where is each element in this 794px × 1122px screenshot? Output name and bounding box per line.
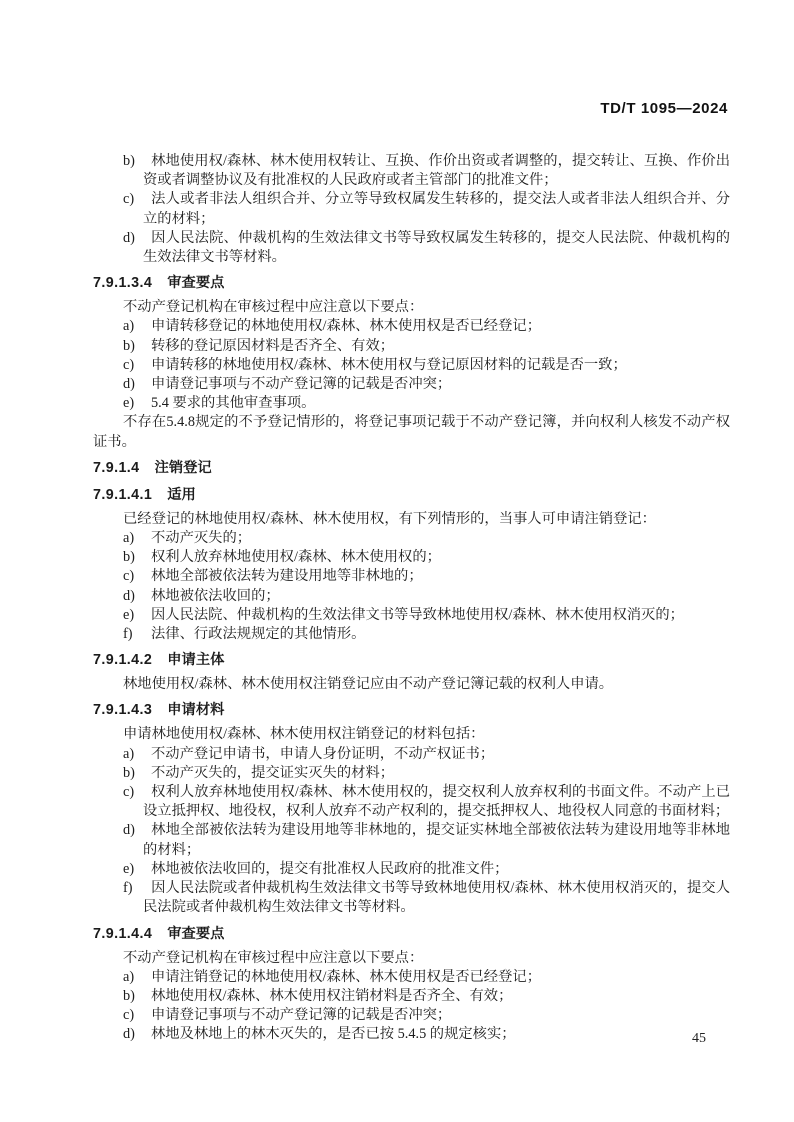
list-item-marker: c) xyxy=(123,191,135,208)
list-item xyxy=(123,529,730,548)
list-item xyxy=(123,229,730,267)
list-item-text: 因人民法院、仲裁机构的生效法律文书等导致林地使用权/森林、林木使用权消灭的； xyxy=(151,606,684,623)
body-paragraph: 不动产登记机构在审核过程中应注意以下要点： xyxy=(123,949,424,966)
section-heading xyxy=(93,700,730,721)
heading-title: 审查要点 xyxy=(167,275,225,292)
list-item-text: 不动产灭失的，提交证实灭失的材料； xyxy=(151,764,395,781)
list-item-marker: e) xyxy=(123,860,135,877)
heading-number: 7.9.1.3.4 xyxy=(93,275,153,292)
section-heading xyxy=(93,273,730,294)
heading-number: 7.9.1.4 xyxy=(93,459,140,476)
list-item xyxy=(123,1006,730,1025)
list-item xyxy=(123,764,730,783)
doc-list xyxy=(93,317,730,413)
list-item-text: 5.4 要求的其他审查事项。 xyxy=(151,395,316,412)
doc-list xyxy=(93,745,730,918)
heading-number: 7.9.1.4.1 xyxy=(93,486,153,503)
list-item-text: 因人民法院或者仲裁机构生效法律文书等导致林地使用权/森林、林木使用权消灭的，提交人民法院或者仲裁机构生效法律文书等材料。 xyxy=(143,880,730,916)
list-item-marker: c) xyxy=(123,784,135,801)
list-item xyxy=(123,190,730,228)
list-item-text: 林地被依法收回的，提交有批准权人民政府的批准文件； xyxy=(151,860,509,877)
list-item xyxy=(123,152,730,190)
list-item-marker: f) xyxy=(123,626,133,643)
list-item-text: 申请注销登记的林地使用权/森林、林木使用权是否已经登记； xyxy=(151,968,541,985)
list-item-text: 林地及林地上的林木灭失的，是否已按 5.4.5 的规定核实； xyxy=(151,1026,516,1043)
doc-list xyxy=(93,968,730,1045)
list-item-text: 林地被依法收回的； xyxy=(151,587,280,604)
list-item-text: 因人民法院、仲裁机构的生效法律文书等导致权属发生转移的，提交人民法院、仲裁机构的生效法律文书等材料。 xyxy=(143,229,730,266)
list-item-text: 申请转移登记的林地使用权/森林、林木使用权是否已经登记； xyxy=(151,318,541,335)
body-paragraph: 申请林地使用权/森林、林木使用权注销登记的材料包括： xyxy=(123,726,485,743)
list-item-text: 权利人放弃林地使用权/森林、林木使用权的； xyxy=(151,549,441,566)
list-item-marker: e) xyxy=(123,395,135,412)
list-item-text: 申请登记事项与不动产登记簿的记载是否冲突； xyxy=(151,376,452,393)
list-item-text: 法人或者非法人组织合并、分立等导致权属发生转移的，提交法人或者非法人组织合并、分立的材料； xyxy=(143,191,730,227)
list-item xyxy=(123,968,730,987)
list-item-marker: b) xyxy=(123,337,135,354)
list-item-marker: a) xyxy=(123,968,135,985)
list-item-text: 不动产登记申请书，申请人身份证明，不动产权证书； xyxy=(151,745,495,762)
list-item xyxy=(123,1025,730,1044)
body-paragraph: 不动产登记机构在审核过程中应注意以下要点： xyxy=(123,299,424,316)
list-item-text: 权利人放弃林地使用权/森林、林木使用权的，提交权利人放弃权利的书面文件。不动产上已设立抵押权、地役权，权利人放弃不动产权利的，提交抵押权人、地役权人同意的书面材料； xyxy=(143,784,730,820)
section-heading xyxy=(93,924,730,945)
list-item-marker: b) xyxy=(123,153,135,169)
list-item-marker: c) xyxy=(123,568,135,585)
list-item-marker: d) xyxy=(123,1026,135,1043)
list-item-marker: b) xyxy=(123,764,135,781)
list-item xyxy=(123,356,730,375)
list-item-text: 林地全部被依法转为建设用地等非林地的，提交证实林地全部被依法转为建设用地等非林地的材料； xyxy=(143,822,730,858)
list-item-marker: a) xyxy=(123,530,135,547)
heading-title: 适用 xyxy=(167,486,196,503)
heading-number: 7.9.1.4.2 xyxy=(93,652,153,669)
page-number: 45 xyxy=(692,1031,706,1046)
list-item xyxy=(123,375,730,394)
list-item-text: 林地使用权/森林、林木使用权转让、互换、作价出资或者调整的，提交转让、互换、作价出资或者调整协议及有批准权的人民政府或者主管部门的批准文件； xyxy=(143,153,730,189)
list-item xyxy=(123,745,730,764)
list-item-marker: d) xyxy=(123,229,135,246)
body-paragraph: 不存在5.4.8规定的不予登记情形的，将登记事项记载于不动产登记簿，并向权利人核发不动产权证书。 xyxy=(93,414,730,450)
list-item-text: 转移的登记原因材料是否齐全、有效； xyxy=(151,337,395,354)
heading-title: 审查要点 xyxy=(167,925,225,942)
heading-title: 申请材料 xyxy=(167,702,225,719)
page-footer xyxy=(692,1031,706,1047)
list-item-marker: a) xyxy=(123,318,135,335)
page-header xyxy=(600,100,728,117)
list-item-marker: c) xyxy=(123,356,135,373)
list-item-text: 申请登记事项与不动产登记簿的记载是否冲突； xyxy=(151,1007,452,1024)
list-item xyxy=(123,337,730,356)
list-item-text: 法律、行政法规规定的其他情形。 xyxy=(151,626,366,643)
heading-title: 注销登记 xyxy=(154,459,212,476)
list-item xyxy=(123,821,730,859)
section-heading xyxy=(93,458,730,479)
list-item xyxy=(123,606,730,625)
list-item-text: 林地全部被依法转为建设用地等非林地的； xyxy=(151,568,423,585)
standard-number: TD/T 1095—2024 xyxy=(600,100,728,117)
section-heading xyxy=(93,485,730,506)
heading-number: 7.9.1.4.3 xyxy=(93,702,153,719)
list-item-text: 申请转移的林地使用权/森林、林木使用权与登记原因材料的记载是否一致； xyxy=(151,356,627,373)
list-item-marker: d) xyxy=(123,822,135,839)
list-item-marker: c) xyxy=(123,1007,135,1024)
list-item-marker: d) xyxy=(123,587,135,604)
list-item xyxy=(123,587,730,606)
list-item-marker: f) xyxy=(123,880,133,897)
list-item xyxy=(123,860,730,879)
list-item xyxy=(123,625,730,644)
list-item xyxy=(123,879,730,917)
list-item-text: 林地使用权/森林、林木使用权注销材料是否齐全、有效； xyxy=(151,987,513,1004)
list-item xyxy=(123,783,730,821)
list-item xyxy=(123,317,730,336)
section-heading xyxy=(93,650,730,671)
body-paragraph: 已经登记的林地使用权/森林、林木使用权，有下列情形的，当事人可申请注销登记： xyxy=(123,510,656,527)
list-item-marker: b) xyxy=(123,987,135,1004)
list-item-marker: d) xyxy=(123,376,135,393)
doc-list xyxy=(93,529,730,644)
doc-list xyxy=(93,152,730,267)
list-item-marker: a) xyxy=(123,745,135,762)
list-item xyxy=(123,987,730,1006)
document-content xyxy=(93,152,730,1045)
list-item-marker: e) xyxy=(123,606,135,623)
list-item-text: 不动产灭失的； xyxy=(151,530,252,547)
list-item-marker: b) xyxy=(123,549,135,566)
body-paragraph: 林地使用权/森林、林木使用权注销登记应由不动产登记簿记载的权利人申请。 xyxy=(123,676,614,693)
list-item xyxy=(123,394,730,413)
heading-number: 7.9.1.4.4 xyxy=(93,925,153,942)
list-item xyxy=(123,567,730,586)
heading-title: 申请主体 xyxy=(167,652,225,669)
list-item xyxy=(123,548,730,567)
